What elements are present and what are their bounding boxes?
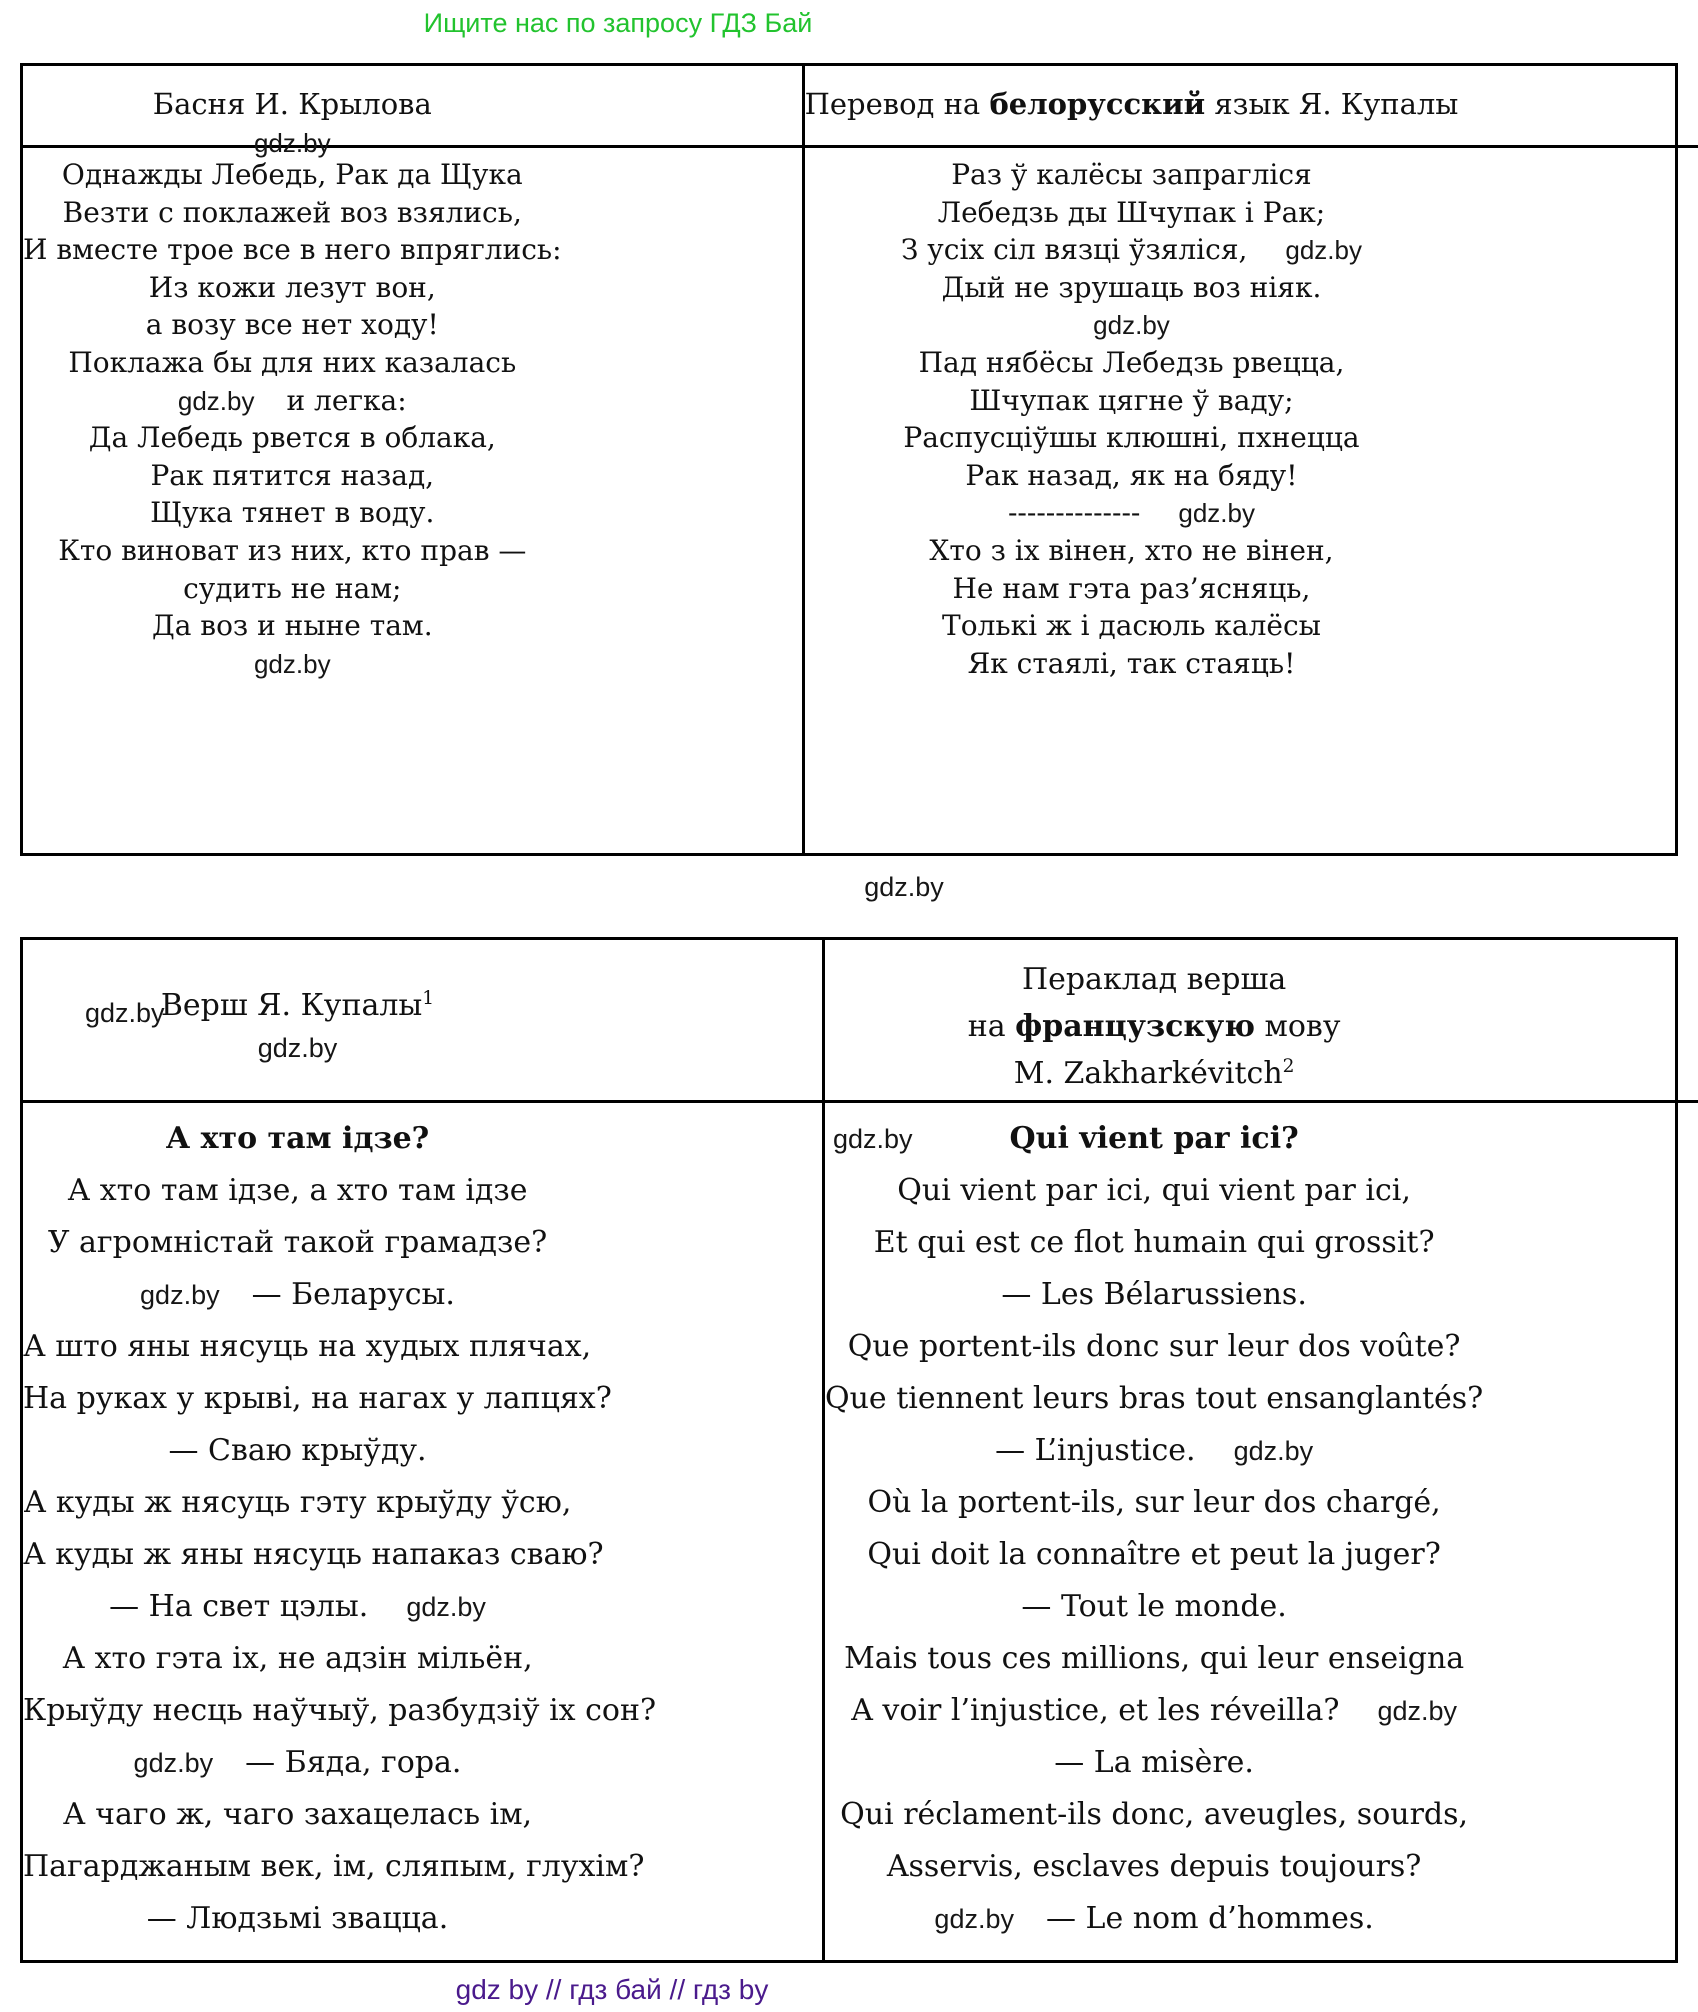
poem-text: Шчупак цягне ў ваду;: [969, 383, 1294, 417]
header-title-text: Перевод на: [804, 87, 990, 121]
footer-site-tags: gdz by // гдз бай // гдз by: [455, 1974, 769, 2005]
poem-text: На руках у крыві, на нагах у лапцях?: [23, 1381, 612, 1416]
poem-line: [825, 1581, 1483, 1633]
table1-column-belarusian: [802, 66, 1698, 853]
poem-text: А хто гэта іх, не адзін мільён,: [62, 1641, 533, 1676]
gdzby-watermark: gdz.by: [257, 1033, 338, 1063]
poem-text: Крыўду несць наўчыў, разбудзіў іх сон?: [23, 1693, 657, 1728]
header-title-text: Верш Я. Купалы: [160, 988, 423, 1023]
table1-header-right: [805, 66, 1698, 148]
gdzby-watermark: gdz.by: [934, 1904, 1014, 1934]
table2-header-right: [825, 940, 1698, 1103]
poem-line: [825, 1893, 1483, 1945]
poem-line: [825, 1217, 1483, 1269]
poem-text: А хто там ідзе?: [165, 1121, 430, 1156]
poem-line: [825, 1685, 1483, 1737]
poem-text: Рак пятится назад,: [150, 458, 435, 492]
poem-text: Que tiennent leurs bras tout ensanglantés?: [825, 1381, 1484, 1416]
poem-text: — Les Bélarussiens.: [1001, 1277, 1307, 1312]
poem-line: [23, 1737, 572, 1789]
poem-text: Лебедзь ды Шчупак і Рак;: [937, 195, 1326, 229]
poem-text: — На свет цэлы.: [109, 1589, 369, 1624]
table1-header-right-title: [805, 84, 1459, 124]
poem-text: Однажды Лебедь, Рак да Щука: [61, 158, 523, 191]
poem-text: Où la portent-ils, sur leur dos chargé,: [867, 1485, 1441, 1520]
poem-line: [825, 1477, 1483, 1529]
poem-line: [805, 607, 1459, 645]
poem-column-french-translation: [825, 1103, 1698, 1960]
footnote-marker: 2: [1282, 1056, 1295, 1077]
poem-text: З усіх сіл вязці ўзяліся,: [900, 233, 1248, 267]
poem-text: Mais tous ces millions, qui leur enseigna: [844, 1641, 1465, 1676]
poem-text: Кто виноват из них, кто прав —: [58, 533, 527, 567]
poem-text: судить не нам;: [183, 571, 402, 605]
poem-line: [825, 1633, 1483, 1685]
table2-column-french: [822, 940, 1698, 1960]
poem-line: [23, 1685, 657, 1737]
header-title-bold: французскую: [1015, 1009, 1255, 1044]
table2-header-right-line1: [825, 956, 1483, 1003]
poem-line: [23, 306, 562, 344]
poem-line: [805, 156, 1459, 194]
poem-line: [825, 1841, 1483, 1893]
poem-text: Распусціўшы клюшні, пхнецца: [903, 421, 1360, 455]
poem-line: [825, 1425, 1483, 1477]
poem-line: [23, 1217, 572, 1269]
poem-text: Поклажа бы для них казалась: [68, 345, 517, 379]
poem-text: Раз ў калёсы запрагліся: [951, 158, 1312, 191]
gdzby-watermark: gdz.by: [833, 1124, 913, 1154]
poem-text: Не нам гэта раз’ясняць,: [952, 571, 1311, 605]
poem-text: Рак назад, як на бяду!: [965, 458, 1298, 492]
poem-line: [23, 1789, 572, 1841]
poem-text: Qui doit la connaître et peut la juger?: [867, 1537, 1441, 1572]
gdzby-watermark: gdz.by: [253, 648, 331, 679]
poem-text: Asservis, esclaves depuis toujours?: [886, 1849, 1422, 1884]
poem-text: А чаго ж, чаго захацелась ім,: [62, 1797, 533, 1832]
gdzby-watermark: gdz.by: [864, 872, 944, 902]
poem-line: [805, 194, 1459, 232]
poem-line: [23, 1113, 572, 1165]
poem-line: [805, 645, 1459, 683]
poem-line: [23, 269, 562, 307]
gdzby-watermark: gdz.by: [177, 385, 255, 416]
poem-text: — Tout le monde.: [1021, 1589, 1287, 1624]
poem-line: [23, 1425, 572, 1477]
table2-header-right-line3: [825, 1050, 1483, 1097]
poem-line: [23, 1841, 645, 1893]
poem-line: [23, 570, 562, 608]
poem-text: — Беларусы.: [251, 1277, 455, 1312]
poem-column-kupala-verse: [23, 1103, 822, 1960]
poem-line: [805, 494, 1459, 532]
poem-text: --------------: [1007, 496, 1141, 530]
table1-header-left: [23, 66, 802, 158]
poem-line: [23, 532, 562, 570]
header-title-text: Пераклад верша: [1021, 962, 1287, 997]
translation-table-fable: [20, 63, 1678, 856]
poem-text: Qui vient par ici, qui vient par ici,: [897, 1173, 1411, 1208]
gdzby-watermark: gdz.by: [1093, 310, 1170, 341]
poem-text: Везти с поклажей воз взялись,: [62, 195, 522, 229]
poem-line: [23, 194, 562, 232]
poem-text: A voir l’injustice, et les réveilla?: [851, 1693, 1340, 1728]
gdzby-watermark: gdz.by: [253, 128, 331, 158]
poem-text: Хто з іх вінен, хто не вінен,: [929, 533, 1334, 567]
poem-text: а возу все нет ходу!: [145, 308, 439, 342]
poem-column-kupala-belarusian: [805, 148, 1698, 853]
poem-line: [23, 1477, 572, 1529]
poem-line: [825, 1269, 1483, 1321]
poem-text: Que portent-ils donc sur leur dos voûte?: [847, 1329, 1461, 1364]
poem-line: [23, 1633, 572, 1685]
gdzby-watermark: gdz.by: [1233, 1436, 1314, 1466]
poem-text: А хто там ідзе, а хто там ідзе: [67, 1173, 528, 1208]
poem-line: [23, 1581, 572, 1633]
poem-text: и легка:: [286, 383, 407, 417]
table1-header-left-title: [23, 84, 562, 124]
table2-column-belarusian: [23, 940, 822, 1960]
poem-line: [825, 1737, 1483, 1789]
header-title-bold: белорусский: [989, 87, 1206, 121]
poem-line: [23, 607, 562, 645]
poem-text: Як стаялі, так стаяць!: [967, 646, 1296, 680]
poem-line: [825, 1113, 1483, 1165]
poem-text: Пагарджаным век, ім, сляпым, глухім?: [23, 1849, 645, 1884]
poem-line: [805, 344, 1459, 382]
gdzby-watermark: gdz.by: [133, 1748, 214, 1778]
gdzby-watermark: gdz.by: [1285, 235, 1362, 266]
poem-text: Да Лебедь рвется в облака,: [88, 421, 496, 455]
poem-line: [805, 532, 1459, 570]
poem-line: [23, 231, 562, 269]
poem-line: [825, 1373, 1483, 1425]
gdzby-watermark: gdz.by: [406, 1592, 486, 1622]
poem-text: И вместе трое все в него впряглись:: [23, 233, 562, 267]
poem-line: [23, 156, 562, 194]
poem-text: Да воз и ныне там.: [151, 609, 433, 643]
table2-header-left-title: [23, 982, 572, 1029]
poem-line: [23, 1321, 592, 1373]
poem-text: — Бяда, гора.: [245, 1745, 462, 1780]
header-title-text: на: [967, 1009, 1016, 1044]
table2-header-left: [23, 940, 822, 1103]
promo-banner-text: Ищите нас по запросу ГДЗ Бай: [423, 8, 813, 38]
poem-line: [23, 344, 562, 382]
poem-text: Et qui est ce flot humain qui grossit?: [873, 1225, 1435, 1260]
poem-text: А што яны нясуць на худых плячах,: [23, 1329, 592, 1364]
poem-line: [805, 457, 1459, 495]
poem-line: [23, 494, 562, 532]
poem-text: Из кожи лезут вон,: [148, 270, 436, 304]
poem-text: Дый не зрушаць воз ніяк.: [941, 270, 1322, 304]
poem-text: — Людзьмі звацца.: [146, 1901, 449, 1936]
poem-line: [23, 645, 562, 683]
poem-line: [825, 1529, 1483, 1581]
poem-line: [825, 1789, 1483, 1841]
poem-line: [23, 382, 562, 420]
poem-text: Щука тянет в воду.: [150, 496, 435, 530]
poem-line: [805, 231, 1459, 269]
poem-text: Qui vient par ici?: [1009, 1121, 1299, 1156]
poem-text: — La misère.: [1054, 1745, 1254, 1780]
poem-line: [23, 1373, 612, 1425]
poem-line: [23, 1893, 572, 1945]
poem-text: — Сваю крыўду.: [168, 1433, 427, 1468]
footnote-marker: 1: [422, 988, 435, 1009]
poem-line: [23, 419, 562, 457]
poem-text: — Le nom d’hommes.: [1045, 1901, 1374, 1936]
poem-line: [825, 1321, 1483, 1373]
poem-line: [23, 1269, 572, 1321]
table1-column-russian: [23, 66, 802, 853]
gdzby-watermark: gdz.by: [1178, 498, 1255, 529]
gdzby-watermark: gdz.by: [140, 1280, 220, 1310]
gdzby-watermark: gdz.by: [85, 998, 165, 1028]
table2-header-right-line2: [825, 1003, 1483, 1050]
poem-text: У агромністай такой грамадзе?: [47, 1225, 548, 1260]
poem-text: — L’injustice.: [995, 1433, 1196, 1468]
poem-text: А куды ж яны нясуць напаказ сваю?: [23, 1537, 604, 1572]
poem-line: [825, 1165, 1483, 1217]
poem-line: [23, 1165, 572, 1217]
poem-column-krylov-russian: [23, 148, 802, 853]
poem-text: Qui réclament-ils donc, aveugles, sourds,: [840, 1797, 1469, 1832]
poem-text: А куды ж нясуць гэту крыўду ўсю,: [23, 1485, 572, 1520]
poem-line: [23, 457, 562, 495]
poem-line: [23, 1529, 604, 1581]
gdzby-watermark: gdz.by: [1377, 1696, 1457, 1726]
header-title-text: M. Zakharkévitch: [1013, 1056, 1283, 1091]
header-title-text: мову: [1255, 1009, 1341, 1044]
translation-table-poem: [20, 937, 1678, 1963]
poem-line: [805, 306, 1459, 344]
header-title-text: Басня И. Крылова: [152, 87, 432, 121]
poem-text: Пад нябёсы Лебедзь рвецца,: [918, 345, 1345, 379]
poem-line: [805, 419, 1459, 457]
poem-line: [805, 570, 1459, 608]
poem-text: Толькі ж і дасюль калёсы: [942, 609, 1321, 643]
header-title-text: язык Я. Купалы: [1205, 87, 1459, 121]
poem-line: [805, 269, 1459, 307]
poem-line: [805, 382, 1459, 420]
